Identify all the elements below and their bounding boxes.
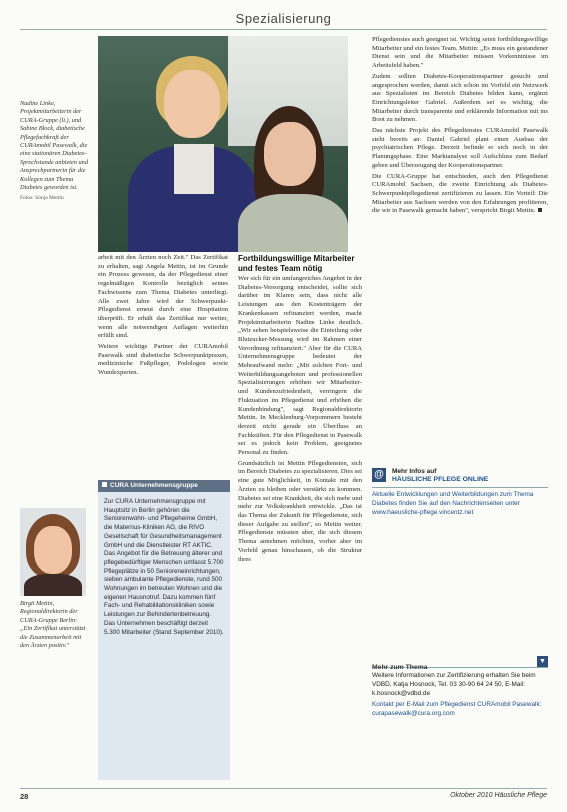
- paragraph: Das nächste Projekt des Pflegedienstes CURAmobil Pasewalk steht bereits an: Daniel Gabriel plant einen Ausbau der psychiatrischen Pflege. Derzeit befinde er sich noch in der Planungsphase. Eine Marktanalyse soll Aufschluss zum Bedarf geben und Überzeugung der Kooperationspartner.: [372, 127, 548, 169]
- paragraph: Grundsätzlich ist Mettin Pflegediensten, sich im Bereich Diabetes zu spezialisieren. Dies sei eine gute Möglichkeit, in Kontakt mit den Ärzten zu bleiben oder verstärkt zu kommen. Diabetes sei eine Krankheit, die sich mehr und mehr zur Volkskrankheit entwickle. „Das ist das Thema der Zukunft für Pflegedienste, sich dieser Aufgabe zu stellen", so Mettin weiter. Pflegedienste müssten aber, die sich diesem Thema annehmen möchten, vorher aber im Vorfeld genau hinschauen, ob die Struktur ihres: [238, 459, 362, 563]
- square-bullet-icon: [102, 482, 107, 487]
- online-info-text[interactable]: Aktuelle Entwicklungen und Weiterbildungen zum Thema Diabetes finden Sie auf den Nachrichtenseiten unter www.haeusliche-pflege.vincentz.net: [372, 491, 534, 516]
- section-title: Spezialisierung: [235, 11, 332, 26]
- info-box-header: [98, 480, 230, 492]
- issue-label: Oktober 2010 Häusliche Pflege: [450, 792, 547, 799]
- online-info-box: [372, 468, 548, 586]
- portrait-photo: [20, 508, 86, 596]
- photo-credit: Fotos: Sonja Mettin: [20, 195, 64, 202]
- paragraph-text: Die CURA-Gruppe hat entschieden, auch den Pflegedienst CURAmobil Sachsen, die zweite Einrichtung als Diabetes-Schwerpunktpflegedienst zertifizieren zu lassen. Ein Vorteil: Die Mitarbeiter aus Sachsen werden von den Erfahrungen profitieren, die wir in Pasewalk gemacht haben", verspricht Birgit Mettin.: [372, 172, 548, 215]
- paragraph: Pflegedienstes auch geeignet ist. Wichtig seien fortbildungswillige Mitarbeiter und ein festes Team. Mettin: „Es muss ein gestandener Dienst sein und die Mitarbeiter müssen Vorkenntnisse im Arbeitsfeld haben.": [372, 36, 548, 70]
- article-column-1: [98, 254, 228, 380]
- topic-box-header: [372, 656, 548, 671]
- end-of-article-mark: [538, 208, 542, 212]
- page-number: 28: [20, 792, 29, 801]
- photo-person-right-face: [264, 122, 316, 186]
- topic-box: [372, 656, 548, 740]
- photo-caption-top: [20, 100, 92, 203]
- portrait-caption: Birgit Mettin, Regionaldirektorin der CURA-Gruppe Berlin: „Ein Zertifikat unterstützt die Zusammenarbeit mit den Ärzten positiv.": [20, 600, 86, 650]
- main-photo: [98, 36, 348, 252]
- paragraph: arbeit mit den Ärzten noch Zeit." Das Zertifikat zu erhalten, sagt Angela Mettin, ist im Grunde ein Prozess gewesen, da der Pflegedienst einer regelmäßigen Kontrolle bezüglich seines Fachwissens zum Thema Diabetes unterliegt. Alle zwei Jahre wird der Schwerpunkt-Pflegedienst erneut durch eine Hospitation überprüft. Er erhält das Zertifikat nur weiter, wenn alle notwendigen Auflagen weiterhin erfüllt sind.: [98, 254, 228, 340]
- page-header: [20, 8, 547, 30]
- article-column-3: [372, 36, 548, 218]
- divider: [372, 487, 548, 488]
- info-box-title: CURA Unternehmensgruppe: [110, 482, 198, 489]
- topic-box-title: Mehr zum Thema: [372, 664, 428, 671]
- topic-text-2[interactable]: Kontakt per E-Mail zum Pflegedienst CURAmobil Pasewalk: curapasewalk@cura.org.com: [372, 701, 542, 718]
- paragraph: Weitere wichtige Partner der CURAmobil Pasewalk sind diabetische Schwerpunktpraxen, medizinische Fußpfleger, Podologen sowie Wundexperten.: [98, 343, 228, 377]
- subheadline: Fortbildungswillige Mitarbeiter und festes Team nötig: [238, 254, 355, 273]
- article-column-2: [238, 254, 362, 566]
- footer-divider: [20, 788, 547, 789]
- photo-person-left-face: [164, 70, 220, 138]
- arrow-down-icon: ▼: [537, 656, 548, 667]
- portrait-face: [34, 526, 72, 574]
- portrait-body: [24, 574, 82, 596]
- paragraph-last: [372, 173, 548, 217]
- topic-box-text: [372, 672, 548, 719]
- caption-text: Nadine Linke, Projektmitarbeiterin der CURA-Gruppe (li.), und Sabine Block, diabetische Pflegefachkraft der CURAmobil Pasewalk, die eine stationären Diabetes-Sprechstunde anbieten und Ansprechpartnerin für die Kollegen zum Thema Diabetes geworden ist.: [20, 100, 88, 192]
- paragraph: Zudem sollten Diabetes-Kooperationspartner gesucht und angesprochen werden, damit sich schon im Vorfeld ein Netzwerk aus Spezialisten im Bereich Diabetes bilden kann, ergänzt Einrichtungsleiter Gabriel. Außerdem sei es wichtig, die Mitarbeiter durch transparente und erklärende Information mit ins Boot zu nehmen.: [372, 72, 548, 124]
- photo-person-right-body: [238, 194, 348, 252]
- paragraph: Wer sich für ein umfangreiches Angebot in der Diabetes-Versorgung entscheidet, sollte sich darüber im Klaren sein, dass nicht alle Leistungen aus den Kostenträgern der Krankenkassen refinanziert werden, macht Projektmitarbeiterin Nadine Linke deutlich. „Wir sehen beispielsweise die Einteilung oder Blutzucker-Messung wird im Rahmen einer Verordnung refinanziert." Aber für die CURA Unternehmensgruppe bedeutet der Mehraufwand mehr: „Mit solchen Fort- und Weiterbildungsangeboten und professionellen Spezialisierungen erhöhen wir Mitarbeiter- und Kundenzufriedenheit, verringern die Fluktuation im Pflegedienst und erhöhen die Kundenbindung", sagt Regionaldirektorin Mettin. In Mecklenburg-Vorpommern besteht derzeit nicht gerade ein Überfluss an Fachkräften. Für den Pflegedienst in Pasewalk sei es jedoch kein Problem, geeignetes Personal zu finden.: [238, 275, 362, 457]
- online-info-brand: HÄUSLICHE PFLEGE ONLINE: [392, 476, 489, 483]
- online-info-title: Mehr Infos auf: [392, 468, 437, 475]
- info-box-body: Zur CURA Unternehmensgruppe mit Hauptsitz in Berlin gehören die Seniorenwohn- und Pflegeheime GmbH, die Maternus-Kliniken AG, die RIVO Gesellschaft für Gesundheitsmanagement GmbH und die Dienstleister RT AKTIC. Das Angebot für die Betreuung älterer und pflegebedürftiger Menschen umfasst 5.700 Pflegeplätze in 50 Senioreneinrichtungen, sieben ambulante Pflegedienste, rund 500 Wohnungen im betreuten Wohnen und die eigenen Hausnotruf. Dazu kommen fünf Fach- und Rehabilitationskliniken sowie Leistungen zur Behindertenbetreuung. Das Unternehmen beschäftigt derzeit 5.300 Mitarbeiter (Stand September 2010).: [98, 492, 230, 780]
- topic-text-1[interactable]: Weitere Informationen zur Zertifizierung erhalten Sie beim VDBD, Katja Hosnock, Tel. 03 30-90 64 24 50, E-Mail: k.hosnock@vdbd.de: [372, 672, 536, 697]
- photo-person-left-shirt: [174, 144, 214, 194]
- at-sign-icon: @: [372, 468, 386, 482]
